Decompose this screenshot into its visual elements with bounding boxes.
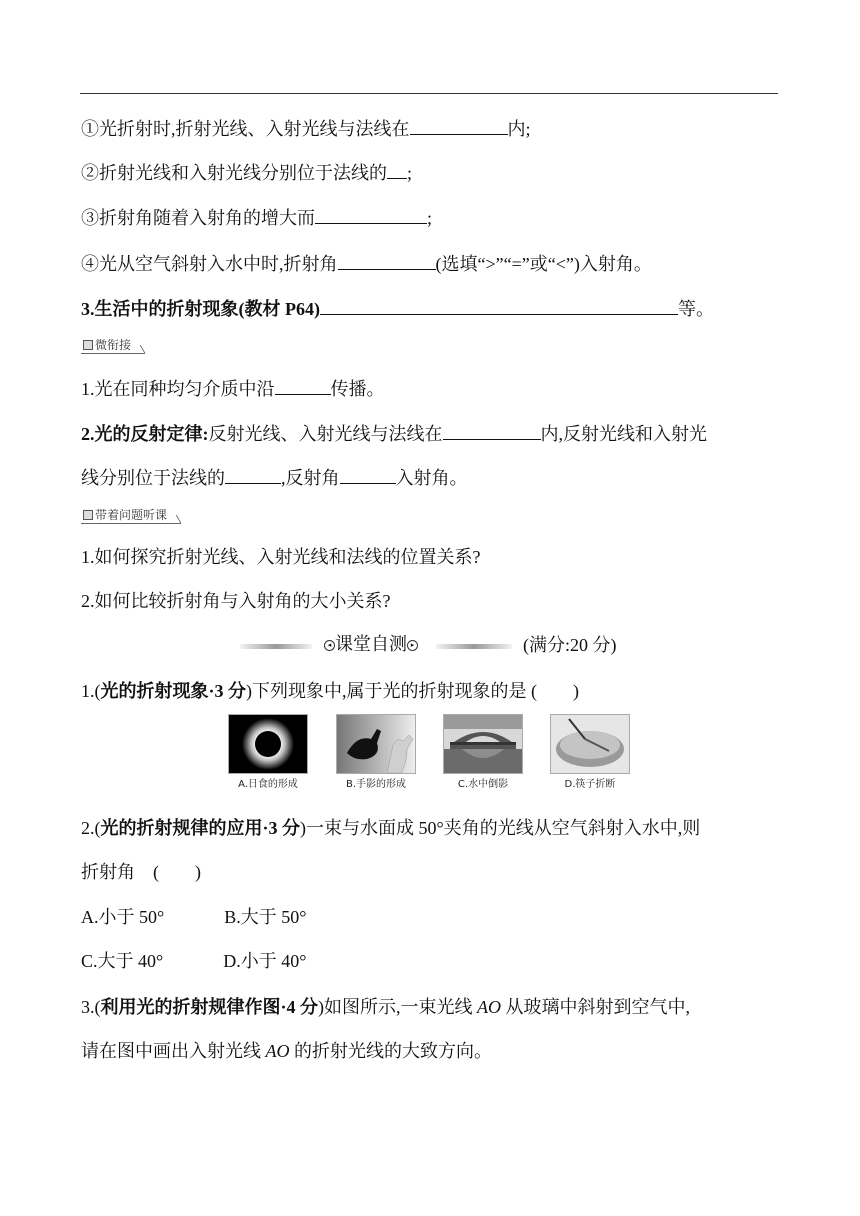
blank[interactable] bbox=[320, 296, 678, 315]
header-bar-left bbox=[240, 644, 312, 649]
option-c-caption: C.水中倒影 bbox=[457, 779, 509, 790]
option-c-figure[interactable] bbox=[443, 714, 523, 792]
self-test-score: (满分:20 分) bbox=[523, 635, 617, 655]
option-d[interactable]: D.小于 40° bbox=[223, 951, 307, 971]
blank[interactable] bbox=[443, 421, 541, 440]
exercise-2-options-row-1 bbox=[81, 905, 306, 929]
left-arrow-icon: ◂ bbox=[324, 640, 335, 651]
law-item-4: ④光从空气斜射入水中时,折射角 (选填“>”“=”或“<”)入射角。 bbox=[81, 251, 652, 276]
exercise-1-figures bbox=[228, 714, 638, 794]
option-c[interactable]: C.大于 40° bbox=[81, 951, 164, 971]
review-item-1: 1.光在同种均匀介质中沿 传播。 bbox=[81, 376, 385, 401]
option-d-caption: D.筷子折断 bbox=[564, 779, 616, 790]
option-b-caption: B.手影的形成 bbox=[345, 779, 407, 790]
header-bar-right bbox=[436, 644, 512, 649]
question-1: 1.如何探究折射光线、入射光线和法线的位置关系? bbox=[81, 547, 481, 567]
bent-chopsticks-photo-icon bbox=[550, 714, 630, 774]
top-rule bbox=[80, 93, 778, 94]
bridge-reflection-photo-icon bbox=[443, 714, 523, 774]
option-b-figure[interactable] bbox=[336, 714, 416, 792]
exercise-3-stem-cont: 请在图中画出入射光线 AO 的折射光线的大致方向。 bbox=[81, 1041, 492, 1061]
exercise-2-options-row-2 bbox=[81, 949, 306, 973]
blank[interactable] bbox=[410, 116, 508, 135]
law-item-3: ③折射角随着入射角的增大而 ; bbox=[81, 205, 432, 230]
review-item-2-cont: 线分别位于法线的 ,反射角 入射角。 bbox=[81, 465, 468, 490]
option-a-caption: A.日食的形成 bbox=[238, 779, 298, 790]
self-test-header bbox=[240, 632, 640, 660]
blank[interactable] bbox=[340, 465, 396, 484]
solar-eclipse-photo-icon bbox=[228, 714, 308, 774]
law-item-2: ②折射光线和入射光线分别位于法线的 ; bbox=[81, 160, 412, 185]
law-item-1: ①光折射时,折射光线、入射光线与法线在 内; bbox=[81, 116, 531, 141]
exercise-1-stem: 1.(光的折射现象·3 分)下列现象中,属于光的折射现象的是 ( ) bbox=[81, 681, 580, 701]
blank[interactable] bbox=[225, 465, 281, 484]
hand-shadow-photo-icon bbox=[336, 714, 416, 774]
right-arrow-icon: ▸ bbox=[407, 640, 418, 651]
self-test-title: ◂ 课堂自测 ▸ bbox=[324, 633, 418, 657]
blank[interactable] bbox=[338, 251, 436, 270]
question-2: 2.如何比较折射角与入射角的大小关系? bbox=[81, 591, 391, 611]
exercise-2-stem-cont: 折射角 ( ) bbox=[81, 862, 201, 882]
exercise-2-stem: 2.(光的折射规律的应用·3 分)一束与水面成 50°夹角的光线从空气斜射入水中,则 bbox=[81, 818, 701, 838]
option-a-figure[interactable] bbox=[228, 714, 308, 792]
option-b[interactable]: B.大于 50° bbox=[224, 907, 307, 927]
refraction-examples-line: 3.生活中的折射现象(教材 P64) 等。 bbox=[81, 296, 714, 321]
exercise-3-stem: 3.(利用光的折射规律作图·4 分)如图所示,一束光线 AO 从玻璃中斜射到空气中, bbox=[81, 997, 691, 1017]
questions-tag: 带着问题听课 bbox=[81, 507, 181, 524]
blank[interactable] bbox=[275, 376, 331, 395]
option-d-figure[interactable] bbox=[550, 714, 630, 792]
review-item-2: 2.光的反射定律:反射光线、入射光线与法线在 内,反射光线和入射光 bbox=[81, 421, 707, 446]
blank[interactable] bbox=[387, 160, 407, 179]
option-a[interactable]: A.小于 50° bbox=[81, 907, 165, 927]
micro-link-tag: 微衔接 bbox=[81, 337, 145, 354]
blank[interactable] bbox=[315, 205, 427, 224]
answer-paren[interactable]: ( ) bbox=[153, 862, 201, 882]
answer-paren[interactable]: ( ) bbox=[531, 681, 580, 701]
